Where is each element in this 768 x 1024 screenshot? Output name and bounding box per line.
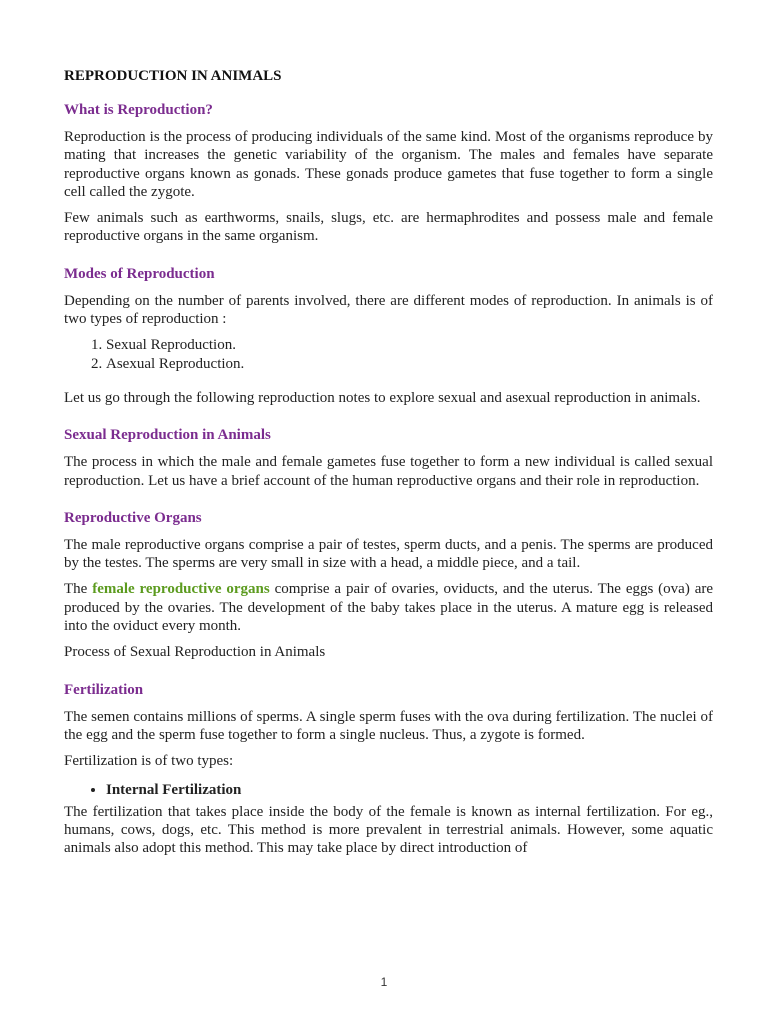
heading-reproductive-organs: Reproductive Organs xyxy=(64,509,202,526)
paragraph-fertilization-3: The fertilization that takes place inside the body of the female is known as internal fertilization. For eg., humans, cows, dogs, etc. This method is more prevalent in terrestrial animals. However, some aquatic animals also adopt this method. This may take place by direct introduction of xyxy=(64,803,713,857)
paragraph-fertilization-2: Fertilization is of two types: xyxy=(64,753,234,770)
heading-what-is-reproduction: What is Reproduction? xyxy=(64,102,213,118)
paragraph-what-is-1: Reproduction is the process of producing individuals of the same kind. Most of the organisms reproduce by mating that increases the genetic variability of the organism. The males and females have separate reproductive organs known as gonads. These gonads produce gametes that fuse together to form a single cell called the zygote. xyxy=(64,129,713,200)
document-page xyxy=(64,66,713,865)
heading-sexual-reproduction: Sexual Reproduction in Animals xyxy=(64,427,271,444)
paragraph-what-is-2: Few animals such as earthworms, snails, slugs, etc. are hermaphrodites and possess male and female reproductive organs in the same organism. xyxy=(64,210,713,245)
modes-list xyxy=(64,336,713,373)
heading-fertilization: Fertilization xyxy=(64,681,144,698)
paragraph-organs-2-suffix: comprise a pair of ovaries, oviducts, and the uterus. The eggs (ova) are produced by the ovaries. The development of the baby takes place in the uterus. A mature egg is released into the oviduct every month. xyxy=(64,581,714,635)
page-number: 1 xyxy=(380,975,388,989)
fertilization-types-list xyxy=(64,779,713,801)
paragraph-organs-1: The male reproductive organs comprise a pair of testes, sperm ducts, and a penis. The sperms are produced by the testes. The sperms are very small in size with a head, a middle piece, and a tail. xyxy=(64,536,713,572)
paragraph-fertilization-1: The semen contains millions of sperms. A single sperm fuses with the ova during fertilization. The nuclei of the egg and the sperm fuse together to form a single nucleus. Thus, a zygote is formed. xyxy=(64,708,713,743)
paragraph-organs-2 xyxy=(64,580,713,635)
paragraph-organs-2-prefix: The xyxy=(64,581,93,598)
female-reproductive-organs-link[interactable]: female reproductive organs xyxy=(92,581,270,598)
paragraph-sexual-1: The process in which the male and female gametes fuse together to form a new individual is called sexual reproduction. Let us have a brief account of the human reproductive organs and their role in reproduction. xyxy=(64,454,713,489)
paragraph-organs-3: Process of Sexual Reproduction in Animals xyxy=(64,644,326,661)
paragraph-modes-2: Let us go through the following reproduction notes to explore sexual and asexual reproduction in animals. xyxy=(64,389,701,406)
list-item-internal-fertilization: • Internal Fertilization xyxy=(106,779,713,801)
document-title: REPRODUCTION IN ANIMALS xyxy=(64,68,282,84)
heading-modes-of-reproduction: Modes of Reproduction xyxy=(64,265,215,282)
list-item: 2. Asexual Reproduction. xyxy=(106,355,713,373)
list-item: 1. Sexual Reproduction. xyxy=(106,336,713,354)
paragraph-modes-1: Depending on the number of parents involved, there are different modes of reproduction. In animals is of two types of reproduction : xyxy=(64,292,713,328)
